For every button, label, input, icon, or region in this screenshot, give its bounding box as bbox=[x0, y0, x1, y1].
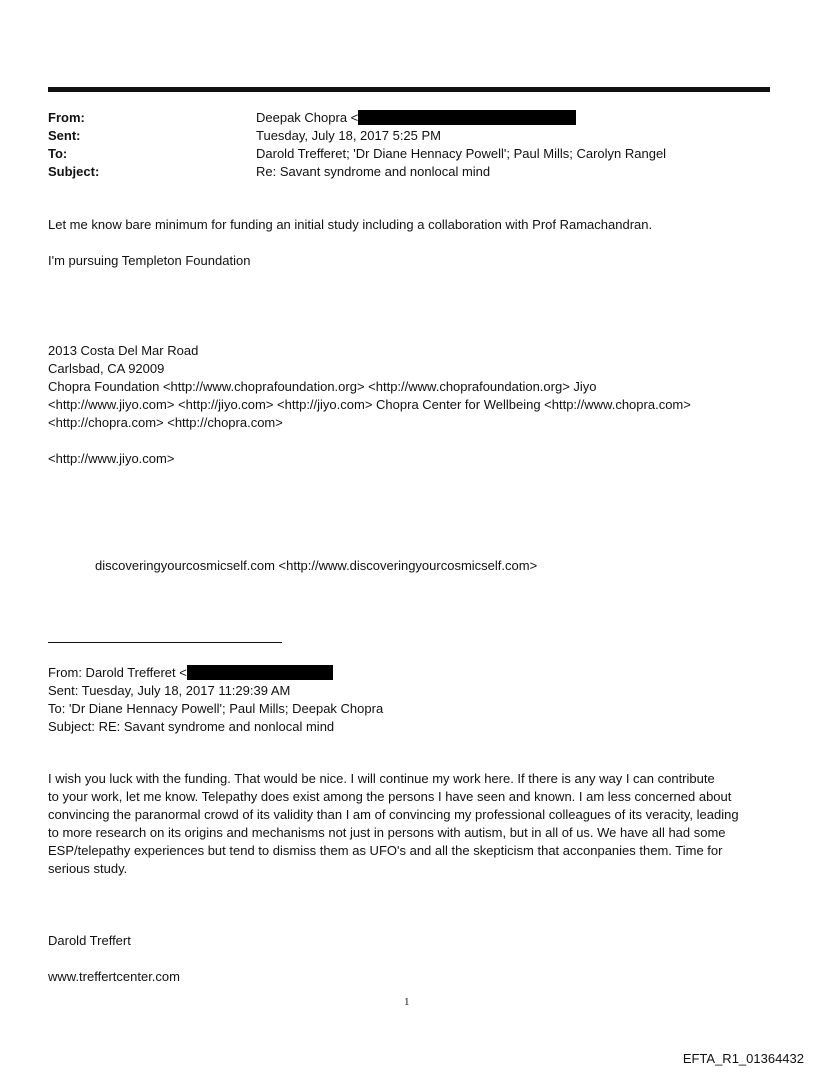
quoted-body-line: serious study. bbox=[48, 861, 128, 876]
quoted-body-line: to your work, let me know. Telepathy does exist among the persons I have seen and known. I am less concerned about bbox=[48, 789, 732, 804]
quoted-body-line: I wish you luck with the funding. That would be nice. I will continue my work here. If there is any way I can contribute bbox=[48, 771, 715, 786]
subject-value: Re: Savant syndrome and nonlocal mind bbox=[256, 164, 491, 179]
signature-address-2: Carlsbad, CA 92009 bbox=[48, 361, 165, 376]
from-label: From: bbox=[48, 110, 85, 125]
bates-number: EFTA_R1_01364432 bbox=[682, 1051, 804, 1066]
quoted-body-line: convincing the paranormal crowd of its validity than I am of convincing my professional colleagues of its veracity, leading bbox=[48, 807, 739, 822]
reply-line-1: Let me know bare minimum for funding an initial study including a collaboration with Prof Ramachandran. bbox=[48, 217, 653, 232]
subject-label: Subject: bbox=[48, 164, 100, 179]
from-value: Deepak Chopra < bbox=[256, 109, 576, 127]
signature-links-2: <http://www.jiyo.com> <http://jiyo.com> <http://jiyo.com> Chopra Center for Wellbeing <http://www.chopra.com> bbox=[48, 397, 691, 412]
quoted-body-line: to more research on its origins and mechanisms not just in persons with autism, but in all of us. We have all had some bbox=[48, 825, 726, 840]
quoted-sent: Sent: Tuesday, July 18, 2017 11:29:39 AM bbox=[48, 683, 291, 698]
signature-address-1: 2013 Costa Del Mar Road bbox=[48, 343, 199, 358]
reply-line-2: I'm pursuing Templeton Foundation bbox=[48, 253, 251, 268]
quoted-subject: Subject: RE: Savant syndrome and nonlocal mind bbox=[48, 719, 335, 734]
signature-links-4: <http://www.jiyo.com> bbox=[48, 451, 175, 466]
sent-value: Tuesday, July 18, 2017 5:25 PM bbox=[256, 128, 441, 143]
redaction-bar bbox=[358, 110, 576, 125]
quoted-from: From: Darold Trefferet < bbox=[48, 664, 333, 682]
quoted-signature-name: Darold Treffert bbox=[48, 933, 131, 948]
signature-links-3: <http://chopra.com> <http://chopra.com> bbox=[48, 415, 283, 430]
header-rule bbox=[48, 87, 770, 92]
quote-separator bbox=[48, 642, 282, 643]
quoted-to: To: 'Dr Diane Hennacy Powell'; Paul Mills; Deepak Chopra bbox=[48, 701, 384, 716]
signature-links-1: Chopra Foundation <http://www.choprafoundation.org> <http://www.choprafoundation.org> Jiyo bbox=[48, 379, 597, 394]
redaction-bar bbox=[187, 665, 333, 680]
sent-label: Sent: bbox=[48, 128, 81, 143]
page-number: 1 bbox=[404, 996, 410, 1008]
signature-cosmic-link: discoveringyourcosmicself.com <http://www.discoveringyourcosmicself.com> bbox=[95, 558, 538, 573]
to-value: Darold Trefferet; 'Dr Diane Hennacy Powell'; Paul Mills; Carolyn Rangel bbox=[256, 146, 667, 161]
quoted-body-line: ESP/telepathy experiences but tend to dismiss them as UFO's and all the skepticism that acconpanies them. Time for bbox=[48, 843, 723, 858]
quoted-signature-url: www.treffertcenter.com bbox=[48, 969, 180, 984]
to-label: To: bbox=[48, 146, 68, 161]
